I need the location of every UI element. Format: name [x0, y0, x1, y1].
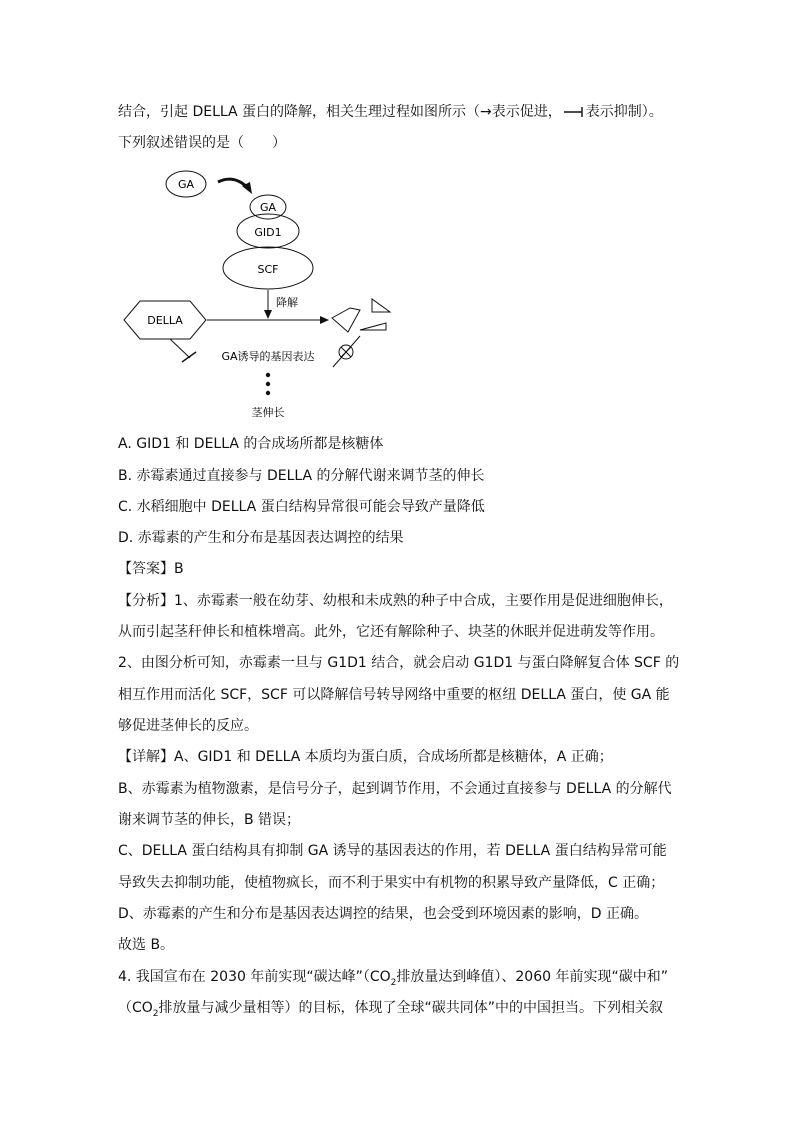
detail-line-7: 故选 B。 [118, 937, 175, 953]
analysis-line-5: 够促进茎伸长的反应。 [118, 718, 258, 734]
gene-expression-label: GA诱导的基因表达 [221, 350, 315, 363]
q4-line-2 [118, 998, 663, 1024]
option-c: C. 水稻细胞中 DELLA 蛋白结构异常很可能会导致产量降低 [118, 499, 485, 515]
q4-line-2-a: （CO [118, 1000, 153, 1016]
detail-line-3: 谢来调节茎的伸长，B 错误； [118, 812, 301, 828]
dot-2 [266, 382, 270, 386]
della-label: DELLA [147, 314, 183, 327]
fragment-quad-icon [332, 308, 360, 332]
answer: 【答案】B [118, 561, 184, 577]
ga-bound-label: GA [259, 201, 277, 214]
degrade-label: 降解 [276, 296, 298, 309]
question-line-2: 下列叙述错误的是（ ） [118, 135, 286, 151]
q4-line-2-b: 排放量与减少量相等）的目标，体现了全球“碳共同体”中的中国担当。下列相关叙 [158, 1000, 664, 1016]
detail-line-5: 导致失去抑制功能，使植物疯长，而不利于果实中有机物的积累导致产量降低，C 正确； [118, 875, 665, 891]
detail-line-6: D、赤霉素的产生和分布是基因表达调控的结果，也会受到环境因素的影响，D 正确。 [118, 906, 649, 922]
degradation-arrow-head-icon [320, 316, 329, 324]
blocked-slash [333, 336, 360, 367]
inhibition-bar [182, 352, 196, 362]
option-d: D. 赤霉素的产生和分布是基因表达调控的结果 [118, 530, 404, 546]
inhibit-symbol-icon [563, 106, 585, 118]
analysis-line-3: 2、由图分析可知，赤霉素一旦与 G1D1 结合，就会启动 G1D1 与蛋白降解复合体 SCF 的 [118, 655, 680, 671]
detail-line-2: B、赤霉素为植物激素，是信号分子，起到调节作用，不会通过直接参与 DELLA 的分解代 [118, 781, 672, 797]
scf-label: SCF [257, 263, 279, 276]
stem-elongation-label: 茎伸长 [251, 406, 285, 419]
q4-line-1-b: 排放量达到峰值）、2060 年前实现“碳中和” [396, 969, 668, 985]
gibberellin-pathway-diagram [110, 160, 410, 430]
question-line-1-end: 表示抑制）。 [585, 104, 663, 120]
q4-line-1-a: 4. 我国宣布在 2030 年前实现“碳达峰”（CO [118, 969, 391, 985]
degrade-arrow-head-icon [264, 310, 272, 319]
fragment-triangle-2-icon [360, 323, 386, 330]
option-b: B. 赤霉素通过直接参与 DELLA 的分解代谢来调节茎的伸长 [118, 468, 485, 484]
option-a: A. GID1 和 DELLA 的合成场所都是核糖体 [118, 436, 384, 452]
q4-line-1 [118, 967, 668, 993]
dot-1 [266, 373, 270, 377]
gid1-label: GID1 [254, 226, 282, 239]
analysis-line-2: 从而引起茎秆伸长和植株增高。此外，它还有解除种子、块茎的休眠并促进萌发等作用。 [118, 624, 664, 640]
analysis-line-4: 相互作用而活化 SCF，SCF 可以降解信号转导网络中重要的枢纽 DELLA 蛋白，使 GA 能 [118, 687, 670, 703]
q4-sub-2: 2 [152, 1008, 159, 1019]
analysis-line-1: 【分析】1、赤霉素一般在幼芽、幼根和未成熟的种子中合成，主要作用是促进细胞伸长， [118, 593, 673, 609]
question-line-1 [118, 102, 663, 122]
ga-free-label: GA [177, 178, 195, 191]
dot-3 [266, 391, 270, 395]
detail-line-1: 【详解】A、GID1 和 DELLA 本质均为蛋白质，合成场所都是核糖体，A 正确； [118, 749, 613, 765]
q4-sub-1: 2 [390, 977, 397, 988]
question-line-1-text: 结合，引起 DELLA 蛋白的降解，相关生理过程如图所示（→表示促进， [118, 104, 562, 120]
detail-line-4: C、DELLA 蛋白结构具有抑制 GA 诱导的基因表达的作用，若 DELLA 蛋白结构异常可能 [118, 843, 667, 859]
fragment-triangle-1-icon [372, 299, 390, 312]
inhibition-line [170, 339, 190, 358]
